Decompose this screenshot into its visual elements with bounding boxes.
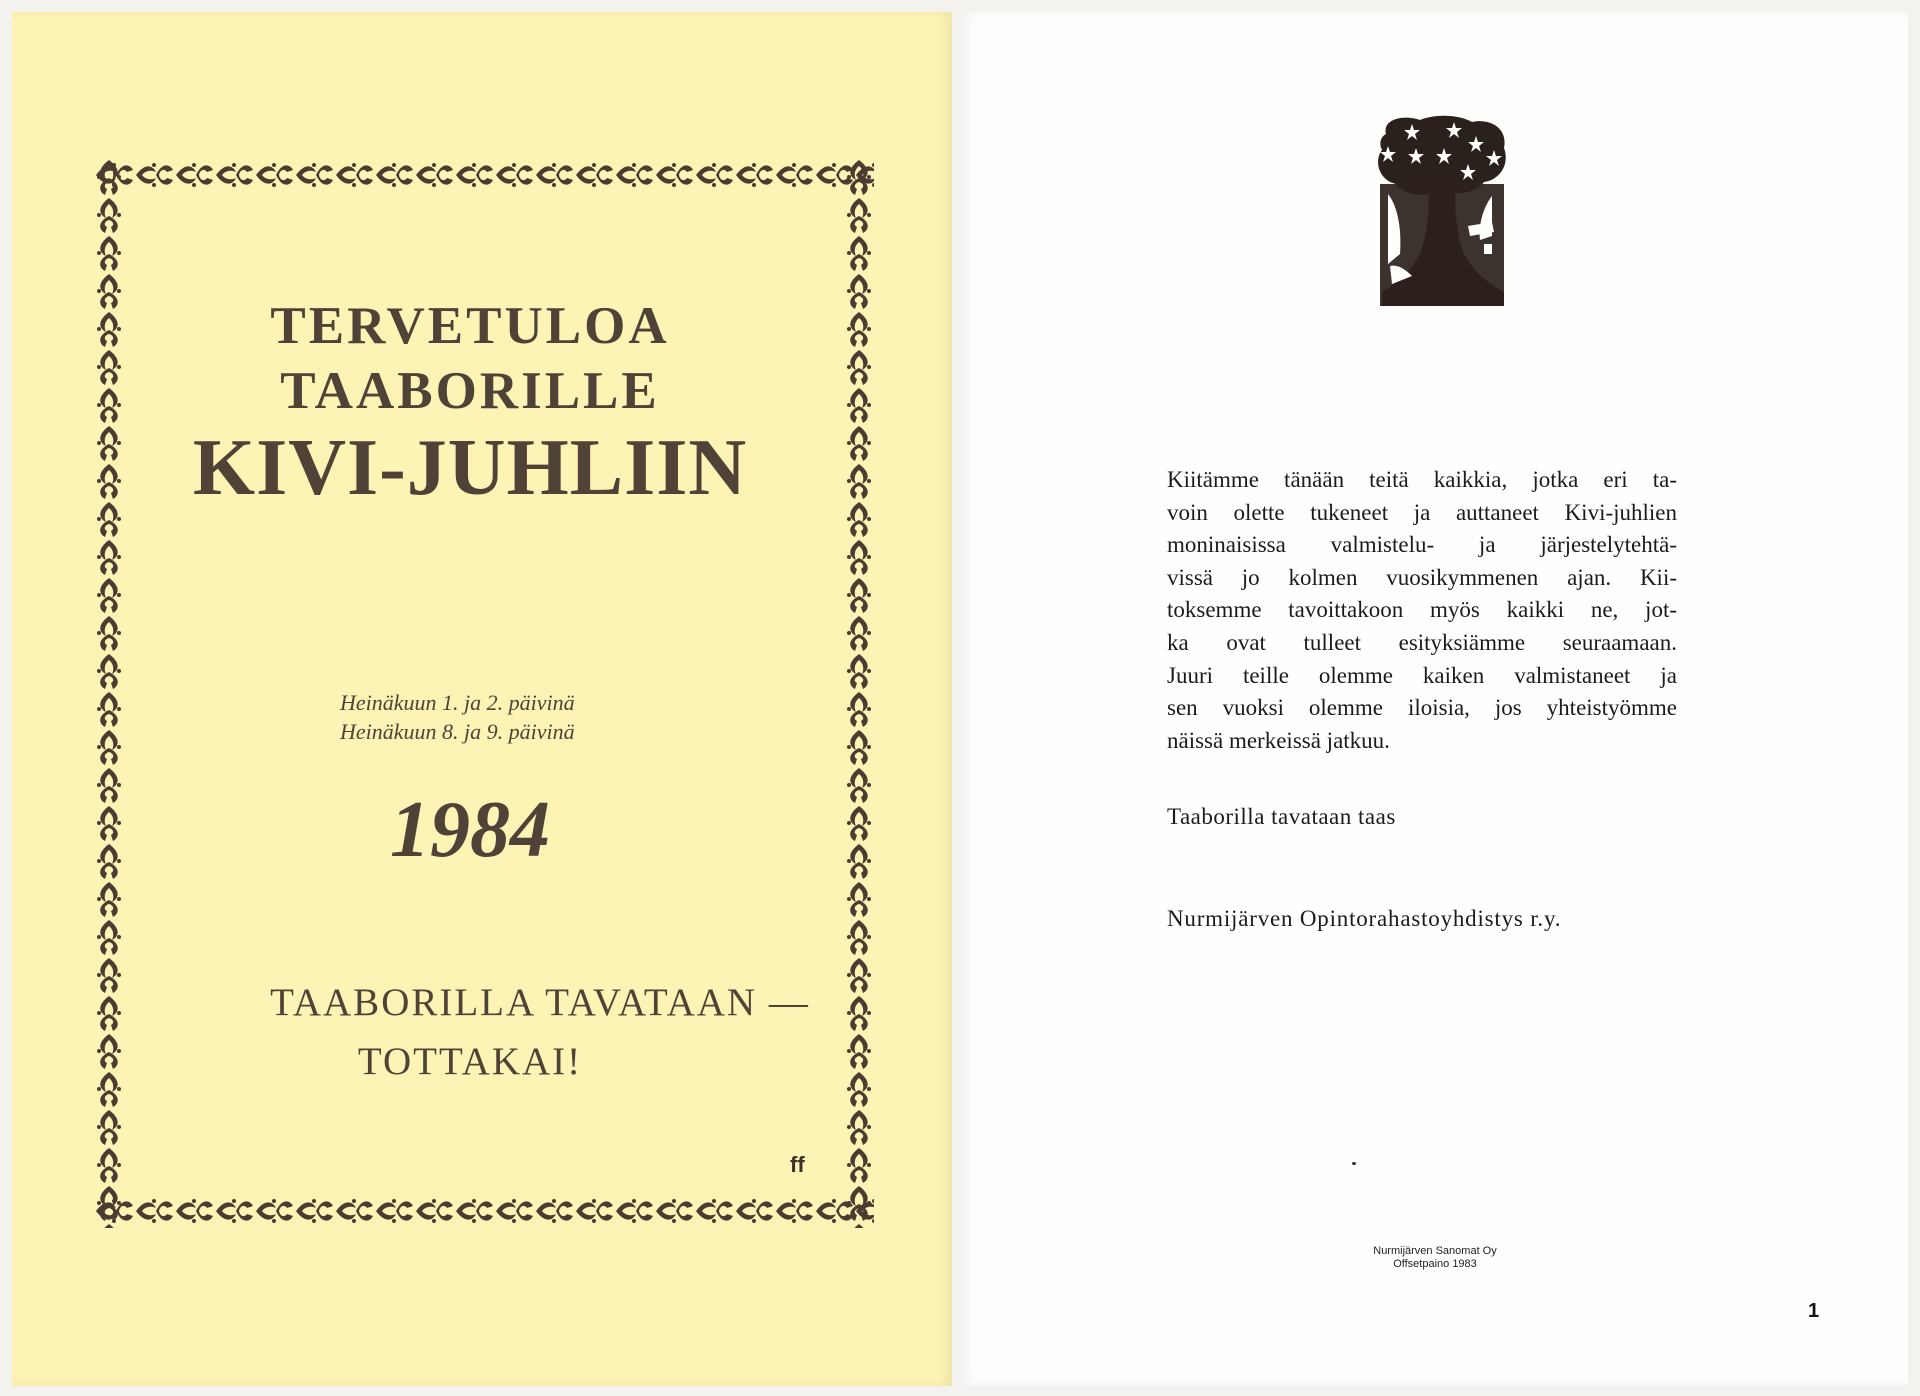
greeting: Taaborilla tavataan taas: [1167, 804, 1396, 829]
motto-line-2: TOTTAKAI!: [357, 1040, 583, 1083]
body-line: voin olette tukeneet ja auttaneet Kivi-juhlien: [1167, 499, 1677, 525]
cover-title-line-3: KIVI-JUHLIIN: [192, 424, 748, 512]
printer-line-1: Nurmijärven Sanomat Oy: [1373, 1245, 1497, 1257]
body-line: sen vuoksi olemme iloisia, jos yhteistyömme: [1167, 695, 1677, 721]
date-line-1: Heinäkuun 1. ja 2. päivinä: [340, 690, 575, 715]
printer-line-2: Offsetpaino 1983: [1393, 1258, 1477, 1270]
body-line: moninaisissa valmistelu- ja järjestelytehtä-: [1167, 532, 1677, 558]
body-line: Juuri teille olemme kaiken valmistaneet ja: [1167, 662, 1677, 688]
date-line-2: Heinäkuun 8. ja 9. päivinä: [340, 719, 575, 744]
cover-title-line-2: TAABORILLE: [280, 362, 660, 420]
body-line: Kiitämme tänään teitä kaikkia, jotka eri ta-: [1167, 467, 1677, 492]
thank-you-paragraph: [1167, 464, 1677, 757]
page-number: 1: [1808, 1300, 1820, 1322]
body-line: ka ovat tulleet esityksiämme seuraamaan.: [1167, 629, 1677, 655]
event-year: 1984: [390, 786, 550, 874]
laurel-border-top: [94, 158, 874, 192]
printer-mark: ff: [790, 1152, 805, 1177]
event-dates: [340, 688, 660, 746]
body-line: näissä merkeissä jatkuu.: [1167, 727, 1390, 753]
laurel-border-bottom: [94, 1194, 874, 1228]
body-line: toksemme tavoittakoon myös kaikki ne, jot-: [1167, 597, 1677, 623]
cover-title-line-1: TERVETULOA: [270, 297, 670, 355]
signature: Nurmijärven Opintorahastoyhdistys r.y.: [1167, 906, 1562, 931]
body-line: vissä jo kolmen vuosikymmenen ajan. Kii-: [1167, 564, 1677, 590]
printer-imprint: [1340, 1245, 1530, 1271]
ink-speck: [1352, 1162, 1356, 1165]
motto-line-1: TAABORILLA TAVATAAN —: [270, 981, 810, 1024]
tree-with-stars-icon: [1372, 114, 1512, 306]
